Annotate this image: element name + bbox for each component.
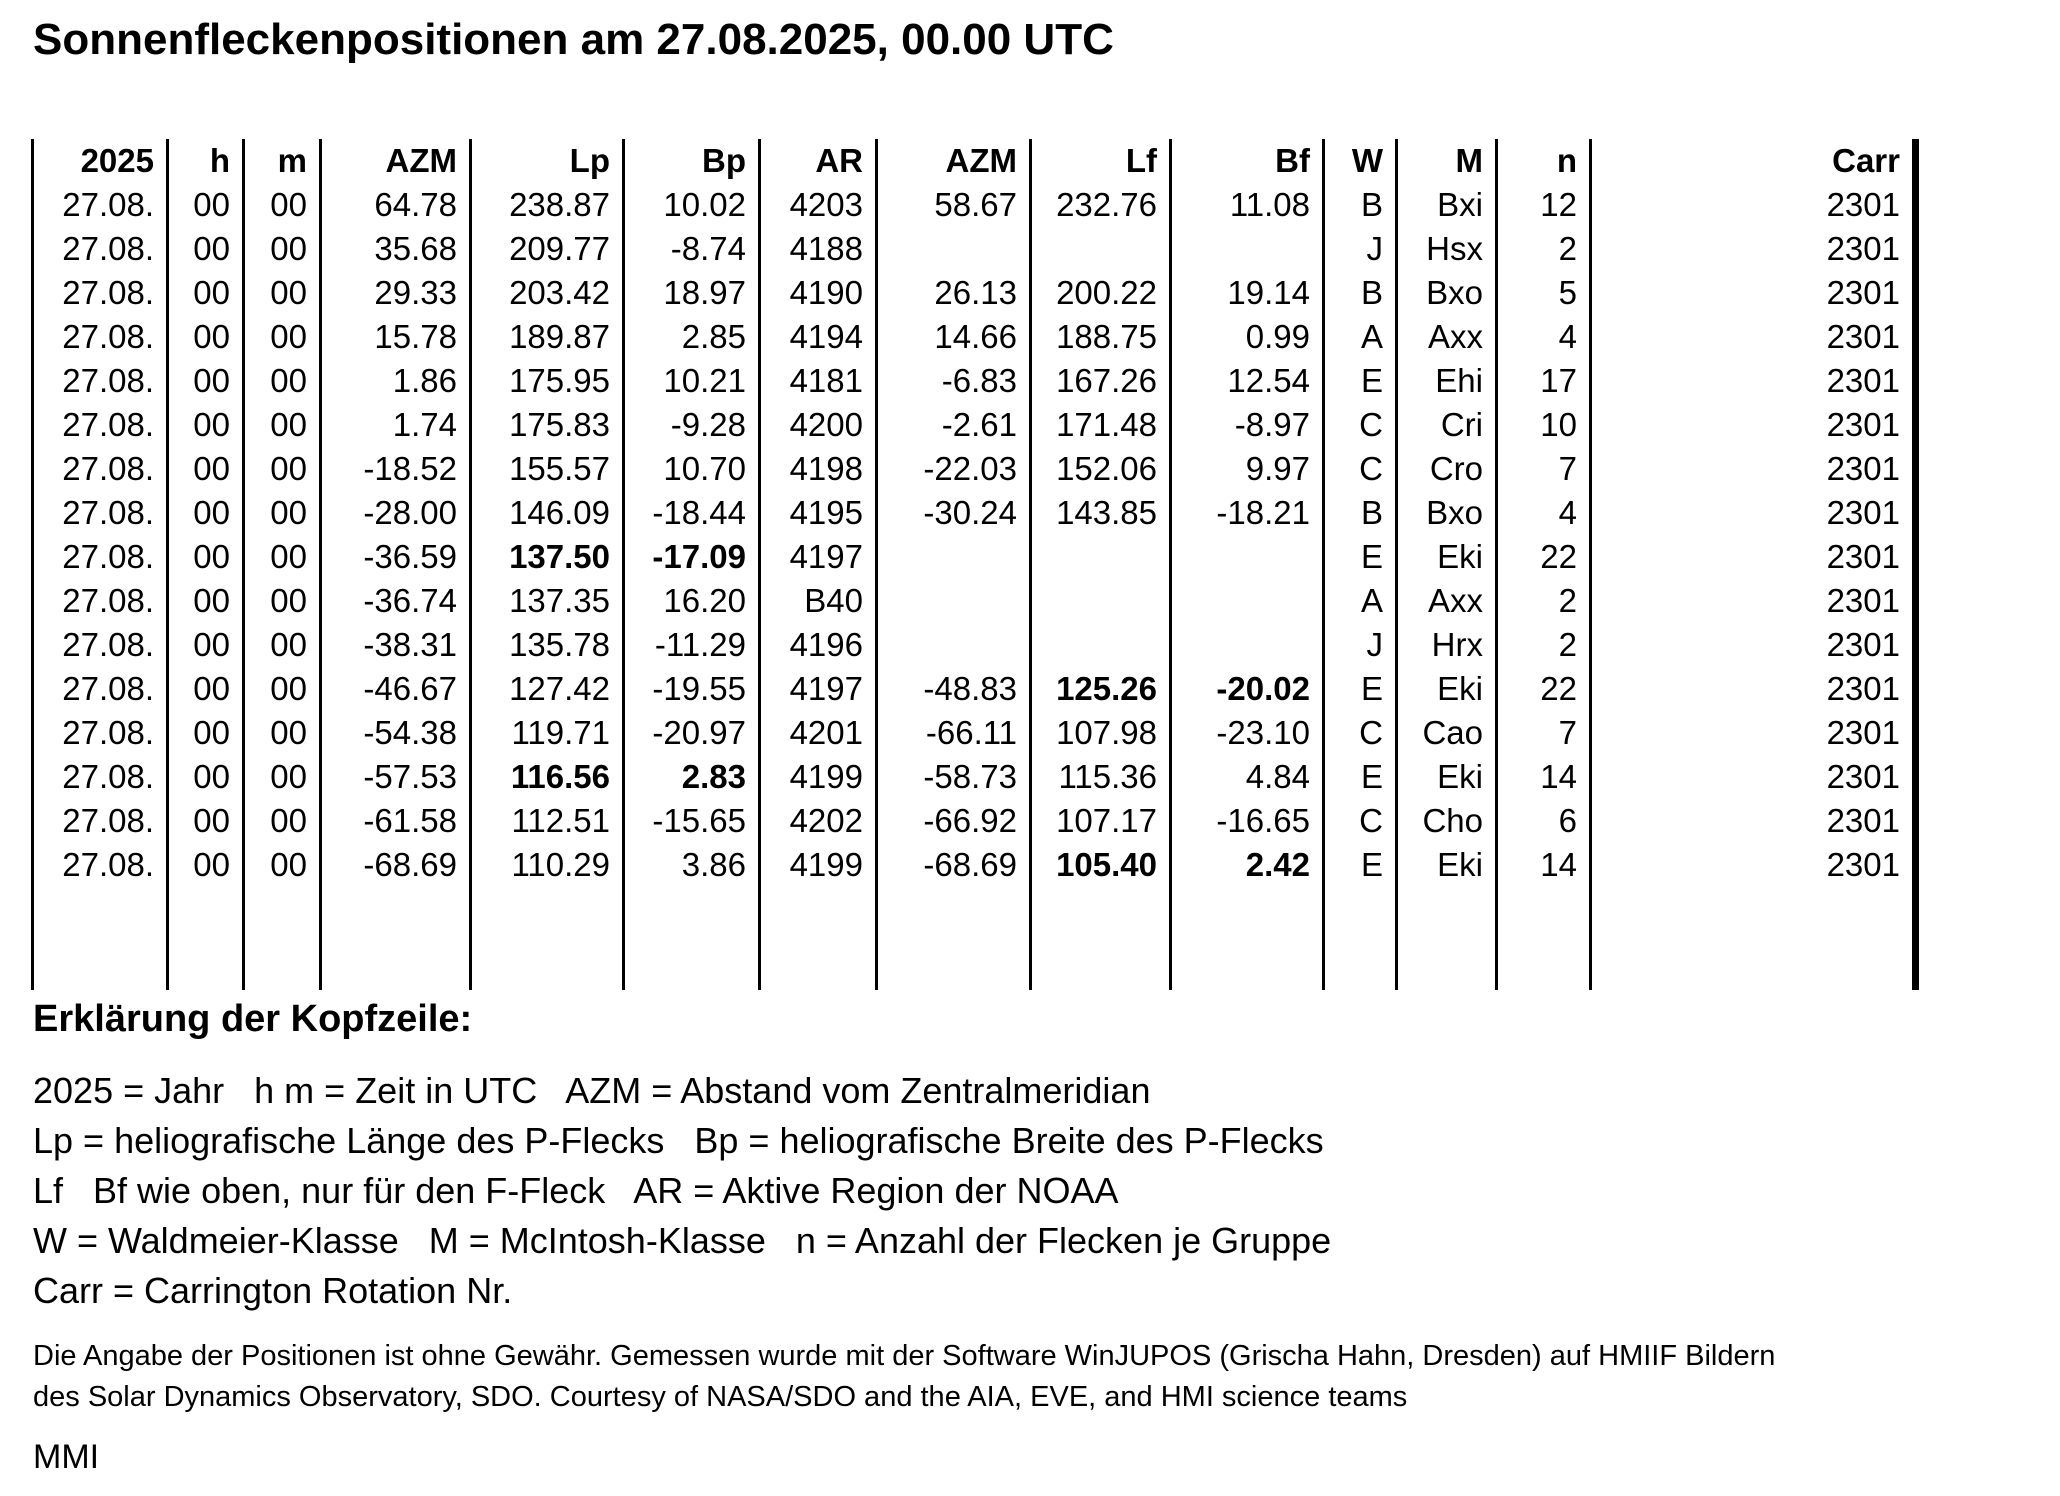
table-cell: 00 [193,538,230,575]
table-cell: 27.08. [62,318,154,355]
table-column [472,139,625,990]
table-cell: 29.33 [374,274,457,311]
table-cell: -11.29 [654,626,746,663]
table-cell: 00 [193,626,230,663]
table-cell: Eki [1437,538,1483,575]
table-cell: 2301 [1826,230,1900,267]
table-cell: 135.78 [509,626,610,663]
table-cell: -15.65 [652,802,746,839]
column-header: Lf [1125,142,1157,179]
table-cell: 116.56 [510,758,610,795]
table-cell [878,535,1029,579]
table-cell: 27.08. [62,802,154,839]
table-cell: 4196 [789,626,863,663]
table-cell: C [1359,802,1383,839]
table-cell: 152.06 [1056,450,1157,487]
table-cell: 1.86 [392,362,457,399]
table-cell: -46.67 [363,670,457,707]
table-cell: 107.98 [1056,714,1157,751]
column-header: M [1455,142,1483,179]
table-cell: 4190 [789,274,863,311]
table-cell: -19.55 [652,670,746,707]
legend-line: Lp = heliografische Länge des P-Flecks Bp = heliografische Breite des P-Flecks [33,1120,1324,1161]
table-cell: E [1360,362,1383,399]
table-cell: B [1360,186,1383,223]
table-cell: 1.74 [392,406,457,443]
table-cell: 27.08. [62,758,154,795]
table-cell: 167.26 [1056,362,1157,399]
table-cell: 27.08. [62,406,154,443]
table-cell: -8.74 [670,230,746,267]
table-cell: 00 [193,846,230,883]
table-cell: 4201 [789,714,863,751]
table-cell: 115.36 [1058,758,1157,795]
table-cell: -18.52 [363,450,457,487]
table-cell: Cri [1440,406,1483,443]
table-cell: 2301 [1826,670,1900,707]
table-cell: 18.97 [663,274,746,311]
table-cell: 209.77 [509,230,610,267]
table-cell: -36.74 [363,582,457,619]
sunspot-position-table [31,139,1919,990]
table-cell: 4203 [789,186,863,223]
table-cell: 00 [270,230,307,267]
table-cell: Eki [1437,758,1483,795]
table-cell: 2.83 [681,758,746,795]
table-cell: -66.92 [923,802,1017,839]
table-cell: 00 [270,626,307,663]
table-cell: 2301 [1826,626,1900,663]
legend-line: W = Waldmeier-Klasse M = McIntosh-Klasse n = Anzahl der Flecken je Gruppe [33,1220,1332,1261]
column-header: Bf [1275,142,1310,179]
disclaimer-line: des Solar Dynamics Observatory, SDO. Courtesy of NASA/SDO and the AIA, EVE, and HMI science teams [33,1381,1408,1413]
table-cell: Ehi [1435,362,1483,399]
table-cell: -2.61 [941,406,1017,443]
table-cell [1172,579,1322,623]
table-cell: B40 [804,582,863,619]
table-cell [878,579,1029,623]
table-cell: 4200 [789,406,863,443]
table-column [1498,139,1592,990]
table-cell: 4 [1558,494,1577,531]
table-cell: 27.08. [62,582,154,619]
table-cell [1172,623,1322,667]
table-cell: 00 [270,406,307,443]
table-cell: -16.65 [1216,802,1310,839]
table-cell: C [1359,450,1383,487]
table-cell: 2301 [1826,450,1900,487]
legend-heading: Erklärung der Kopfzeile: [33,998,473,1040]
table-cell: A [1360,582,1383,619]
table-cell: 4198 [789,450,863,487]
table-cell: 5 [1558,274,1577,311]
table-cell: 10.21 [663,362,746,399]
table-cell: 2301 [1826,582,1900,619]
table-cell: 35.68 [374,230,457,267]
table-cell: 9.97 [1245,450,1310,487]
table-cell: 27.08. [62,626,154,663]
table-cell: 00 [270,318,307,355]
table-cell: 4 [1558,318,1577,355]
table-cell: 11.08 [1229,186,1310,223]
table-cell: 00 [270,582,307,619]
table-cell: 2301 [1826,846,1900,883]
table-cell: 16.20 [663,582,746,619]
table-cell: -58.73 [923,758,1017,795]
table-cell: -18.44 [652,494,746,531]
table-cell: 27.08. [62,186,154,223]
table-cell: 10.02 [663,186,746,223]
table-cell: 00 [193,274,230,311]
table-cell: -48.83 [923,670,1017,707]
table-cell: 10.70 [663,450,746,487]
table-cell: Bxi [1437,186,1483,223]
table-cell: 137.35 [509,582,610,619]
table-cell: -18.21 [1216,494,1310,531]
table-cell: 19.14 [1227,274,1310,311]
table-cell: -8.97 [1234,406,1310,443]
table-cell: -66.11 [925,714,1017,751]
table-cell: 2301 [1826,186,1900,223]
legend-line: Lf Bf wie oben, nur für den F-Fleck AR = Aktive Region der NOAA [33,1170,1119,1211]
table-cell: B [1360,494,1383,531]
column-header: h [209,142,230,179]
table-cell: 00 [193,230,230,267]
table-cell: 10 [1540,406,1577,443]
table-cell: E [1360,670,1383,707]
table-cell: 155.57 [509,450,610,487]
table-cell: 27.08. [62,450,154,487]
column-header: Bp [702,142,746,179]
table-cell: 17 [1540,362,1577,399]
disclaimer-line: Die Angabe der Positionen ist ohne Gewähr. Gemessen wurde mit der Software WinJUPOS (Grischa Hahn, Dresden) auf HMIIF Bildern [33,1340,1776,1372]
column-header: Lp [569,142,610,179]
table-cell: 2.85 [681,318,746,355]
table-cell: J [1366,626,1383,663]
table-cell: 00 [193,318,230,355]
table-cell: 0.99 [1245,318,1310,355]
table-cell: 4188 [789,230,863,267]
column-header: Carr [1832,142,1900,179]
table-cell: 107.17 [1056,802,1157,839]
table-cell: 189.87 [509,318,610,355]
table-cell: 146.09 [509,494,610,531]
table-cell: -36.59 [363,538,457,575]
table-cell: 4199 [789,758,863,795]
table-cell: 00 [193,450,230,487]
table-cell: 175.95 [509,362,610,399]
table-cell: -30.24 [923,494,1017,531]
table-cell: 00 [193,582,230,619]
table-cell: 3.86 [681,846,746,883]
table-cell: 00 [270,538,307,575]
column-header: AR [815,142,863,179]
table-cell: E [1360,846,1383,883]
table-cell: 137.50 [509,538,610,575]
table-cell: A [1360,318,1383,355]
table-column [761,139,878,990]
table-cell: 2301 [1826,538,1900,575]
table-cell: -17.09 [652,538,746,575]
table-cell: Bxo [1426,274,1483,311]
table-cell: Eki [1437,670,1483,707]
table-cell: 12 [1540,186,1577,223]
table-cell: -38.31 [363,626,457,663]
table-cell: 27.08. [62,362,154,399]
table-cell: 00 [270,362,307,399]
legend [33,1066,1331,1316]
table-cell: 2301 [1826,274,1900,311]
table-cell: 27.08. [62,846,154,883]
table-cell [1032,535,1169,579]
column-header: n [1556,142,1577,179]
table-cell: 112.51 [511,802,610,839]
table-cell: 4199 [789,846,863,883]
column-header: AZM [385,142,457,179]
table-cell: -28.00 [363,494,457,531]
table-cell: E [1360,538,1383,575]
table-cell: 14.66 [934,318,1017,355]
table-cell: 203.42 [509,274,610,311]
table-cell: 238.87 [509,186,610,223]
table-cell [878,623,1029,667]
table-cell: 2 [1558,230,1577,267]
table-cell: Eki [1437,846,1483,883]
column-header: AZM [945,142,1017,179]
table-cell: 105.40 [1056,846,1157,883]
table-column [169,139,245,990]
table-cell: 27.08. [62,670,154,707]
table-cell: C [1359,714,1383,751]
table-cell: -6.83 [941,362,1017,399]
table-cell: 2301 [1826,758,1900,795]
table-cell: 4197 [789,670,863,707]
table-cell: 4202 [789,802,863,839]
table-cell: 200.22 [1056,274,1157,311]
table-cell: 00 [270,714,307,751]
table-cell: 64.78 [374,186,457,223]
table-cell: Axx [1427,582,1483,619]
table-cell: 00 [193,670,230,707]
table-column [878,139,1032,990]
table-cell: 27.08. [62,274,154,311]
column-header: W [1351,142,1383,179]
table-cell: B [1360,274,1383,311]
table-column [1325,139,1398,990]
table-cell: 6 [1558,802,1577,839]
table-cell: 00 [270,670,307,707]
table-cell: 22 [1540,670,1577,707]
table-cell: J [1366,230,1383,267]
table-cell: -23.10 [1216,714,1310,751]
table-cell: 2301 [1826,714,1900,751]
table-column [625,139,761,990]
table-cell: 2.42 [1245,846,1310,883]
table-cell: 00 [193,494,230,531]
table-cell: 4194 [789,318,863,355]
table-cell: 2301 [1826,494,1900,531]
table-cell: -9.28 [670,406,746,443]
table-cell: 127.42 [509,670,610,707]
table-cell: 2 [1558,582,1577,619]
table-cell: -68.69 [363,846,457,883]
table-cell: -20.02 [1216,670,1310,707]
table-cell: 7 [1558,714,1577,751]
table-cell: -22.03 [923,450,1017,487]
table-cell: 27.08. [62,230,154,267]
table-cell: 27.08. [62,494,154,531]
table-cell: 00 [193,186,230,223]
table-cell: 2301 [1826,318,1900,355]
table-cell: 110.29 [511,846,610,883]
table-cell: 00 [270,758,307,795]
table-cell: Hrx [1431,626,1483,663]
table-cell: 00 [270,274,307,311]
table-column [1032,139,1172,990]
table-cell [1172,535,1322,579]
table-cell: -57.53 [363,758,457,795]
table-column [1172,139,1325,990]
table-cell: 2301 [1826,362,1900,399]
table-cell [1032,623,1169,667]
table-cell: 00 [270,186,307,223]
table-cell: 188.75 [1056,318,1157,355]
table-cell: 00 [270,494,307,531]
legend-line: 2025 = Jahr h m = Zeit in UTC AZM = Abstand vom Zentralmeridian [33,1070,1151,1111]
table-cell: 27.08. [62,714,154,751]
table-cell: 2301 [1826,802,1900,839]
column-header: 2025 [80,142,154,179]
table-cell: 4.84 [1245,758,1310,795]
table-cell: 4197 [789,538,863,575]
table-cell: 26.13 [934,274,1017,311]
footer-initials: MMI [33,1438,100,1476]
table-cell: 171.48 [1056,406,1157,443]
table-cell [1032,227,1169,271]
table-cell: 00 [193,406,230,443]
table-cell: 2301 [1826,406,1900,443]
table-cell [878,227,1029,271]
table-cell: 175.83 [509,406,610,443]
table-cell: 143.85 [1056,494,1157,531]
table-cell: 4181 [789,362,863,399]
table-cell: 00 [193,758,230,795]
table-cell: 00 [193,802,230,839]
table-cell: Axx [1427,318,1483,355]
table-column [245,139,322,990]
table-cell: -20.97 [652,714,746,751]
table-cell: -54.38 [363,714,457,751]
table-cell: Cho [1422,802,1483,839]
table-cell: Cro [1429,450,1483,487]
table-column [31,139,169,990]
disclaimer [33,1336,1775,1418]
table-column [322,139,472,990]
table-cell: Cao [1422,714,1483,751]
page-title: Sonnenfleckenpositionen am 27.08.2025, 00.00 UTC [33,15,1114,64]
table-cell: C [1359,406,1383,443]
table-cell: -61.58 [363,802,457,839]
table-cell: 00 [270,846,307,883]
table-column [1592,139,1919,990]
table-cell: 15.78 [374,318,457,355]
table-cell: 4195 [789,494,863,531]
table-cell: 58.67 [934,186,1017,223]
table-cell: 232.76 [1056,186,1157,223]
table-cell: 2 [1558,626,1577,663]
table-cell: 00 [270,802,307,839]
table-cell: 00 [193,714,230,751]
table-cell: Hsx [1426,230,1483,267]
table-cell: 22 [1540,538,1577,575]
table-cell: E [1360,758,1383,795]
table-column [1398,139,1498,990]
table-cell: 14 [1540,846,1577,883]
table-cell [1172,227,1322,271]
table-cell [1032,579,1169,623]
table-cell: 00 [193,362,230,399]
table-cell: 125.26 [1056,670,1157,707]
table-cell: 14 [1540,758,1577,795]
table-cell: 12.54 [1227,362,1310,399]
table-cell: 119.71 [511,714,610,751]
legend-line: Carr = Carrington Rotation Nr. [33,1270,513,1311]
table-cell: 00 [270,450,307,487]
table-cell: Bxo [1426,494,1483,531]
table-cell: 27.08. [62,538,154,575]
table-cell: 7 [1558,450,1577,487]
table-cell: -68.69 [923,846,1017,883]
column-header: m [277,142,307,179]
